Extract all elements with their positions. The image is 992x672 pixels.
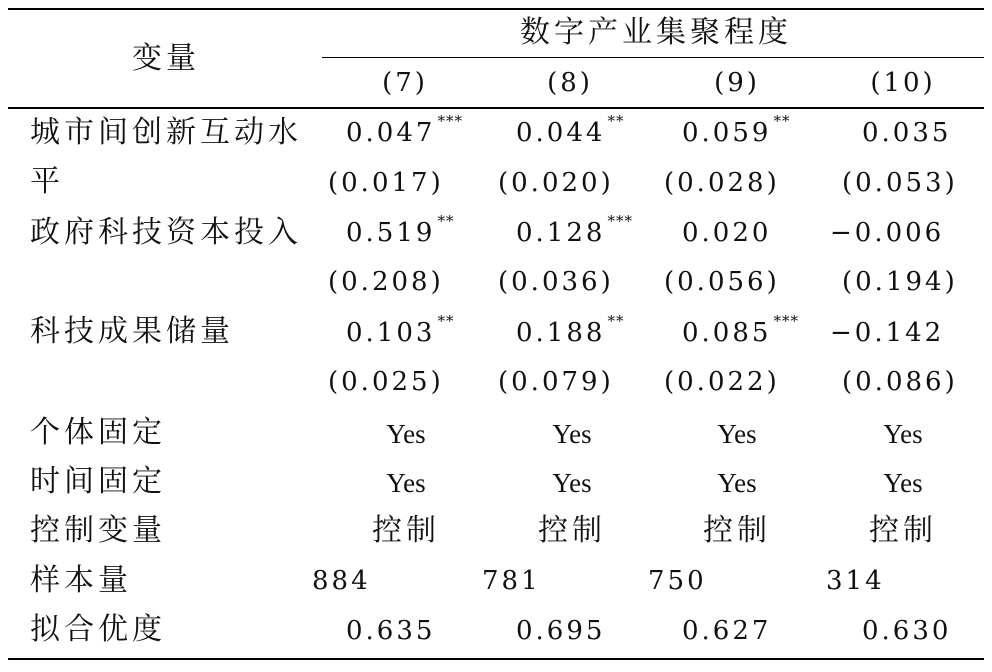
- controls-cell: 控制: [538, 513, 606, 548]
- goodness-of-fit-cell: 0.635: [346, 616, 436, 646]
- row-label-controls: 控制变量: [30, 513, 166, 548]
- se-cell: (0.079): [498, 367, 614, 397]
- coef-cell: −0.006: [830, 218, 945, 248]
- coef-cell: 0.035: [862, 118, 952, 148]
- table-header-subrule: [322, 57, 984, 58]
- fixed-effect-cell: Yes: [717, 468, 757, 498]
- table-header-rule: [8, 107, 984, 109]
- column-header-8: (8): [547, 68, 593, 98]
- row-label-entity-fixed: 个体固定: [30, 415, 166, 450]
- se-cell: (0.086): [842, 367, 958, 397]
- sample-size-cell: 314: [826, 566, 885, 596]
- row-label-city-innovation-cont: 平: [30, 164, 64, 199]
- controls-cell: 控制: [869, 513, 937, 548]
- column-header-10: (10): [870, 68, 936, 98]
- coef-cell: 0.103 **: [346, 312, 455, 348]
- coef-cell: 0.085 ***: [682, 312, 799, 348]
- table-bottom-rule: [8, 658, 984, 660]
- coef-cell: 0.044 **: [516, 112, 625, 148]
- se-cell: (0.028): [664, 168, 780, 198]
- coef-cell: −0.142: [830, 318, 945, 348]
- fixed-effect-cell: Yes: [386, 419, 426, 449]
- fixed-effect-cell: Yes: [717, 419, 757, 449]
- coef-cell: 0.128 ***: [516, 212, 633, 248]
- row-label-city-innovation: 城市间创新互动水: [30, 115, 302, 150]
- goodness-of-fit-cell: 0.630: [862, 616, 952, 646]
- se-cell: (0.020): [498, 168, 614, 198]
- sample-size-cell: 750: [648, 566, 707, 596]
- se-cell: (0.194): [842, 267, 958, 297]
- coef-cell: 0.020: [682, 218, 772, 248]
- column-header-9: (9): [714, 68, 760, 98]
- se-cell: (0.017): [328, 168, 444, 198]
- fixed-effect-cell: Yes: [386, 468, 426, 498]
- se-cell: (0.025): [328, 367, 444, 397]
- fixed-effect-cell: Yes: [552, 468, 592, 498]
- se-cell: (0.056): [664, 267, 780, 297]
- controls-cell: 控制: [703, 513, 771, 548]
- coef-cell: 0.188 **: [516, 312, 625, 348]
- fixed-effect-cell: Yes: [883, 419, 923, 449]
- row-label-goodness-of-fit: 拟合优度: [30, 612, 166, 647]
- se-cell: (0.036): [498, 267, 614, 297]
- goodness-of-fit-cell: 0.627: [682, 616, 772, 646]
- sample-size-cell: 781: [482, 566, 541, 596]
- coef-cell: 0.059 **: [682, 112, 791, 148]
- column-header-7: (7): [382, 68, 428, 98]
- fixed-effect-cell: Yes: [552, 419, 592, 449]
- goodness-of-fit-cell: 0.695: [516, 616, 606, 646]
- header-variable-label: 变量: [132, 41, 200, 76]
- table-top-rule: [8, 8, 984, 10]
- row-label-tech-output: 科技成果储量: [30, 314, 234, 349]
- se-cell: (0.022): [664, 367, 780, 397]
- controls-cell: 控制: [372, 513, 440, 548]
- header-group-title: 数字产业集聚程度: [520, 15, 792, 50]
- se-cell: (0.208): [328, 267, 444, 297]
- se-cell: (0.053): [842, 168, 958, 198]
- row-label-time-fixed: 时间固定: [30, 464, 166, 499]
- coef-cell: 0.519 **: [346, 212, 455, 248]
- sample-size-cell: 884: [312, 566, 371, 596]
- fixed-effect-cell: Yes: [883, 468, 923, 498]
- row-label-sample-size: 样本量: [30, 563, 132, 598]
- coef-cell: 0.047 ***: [346, 112, 463, 148]
- row-label-gov-tech-capital: 政府科技资本投入: [30, 215, 302, 250]
